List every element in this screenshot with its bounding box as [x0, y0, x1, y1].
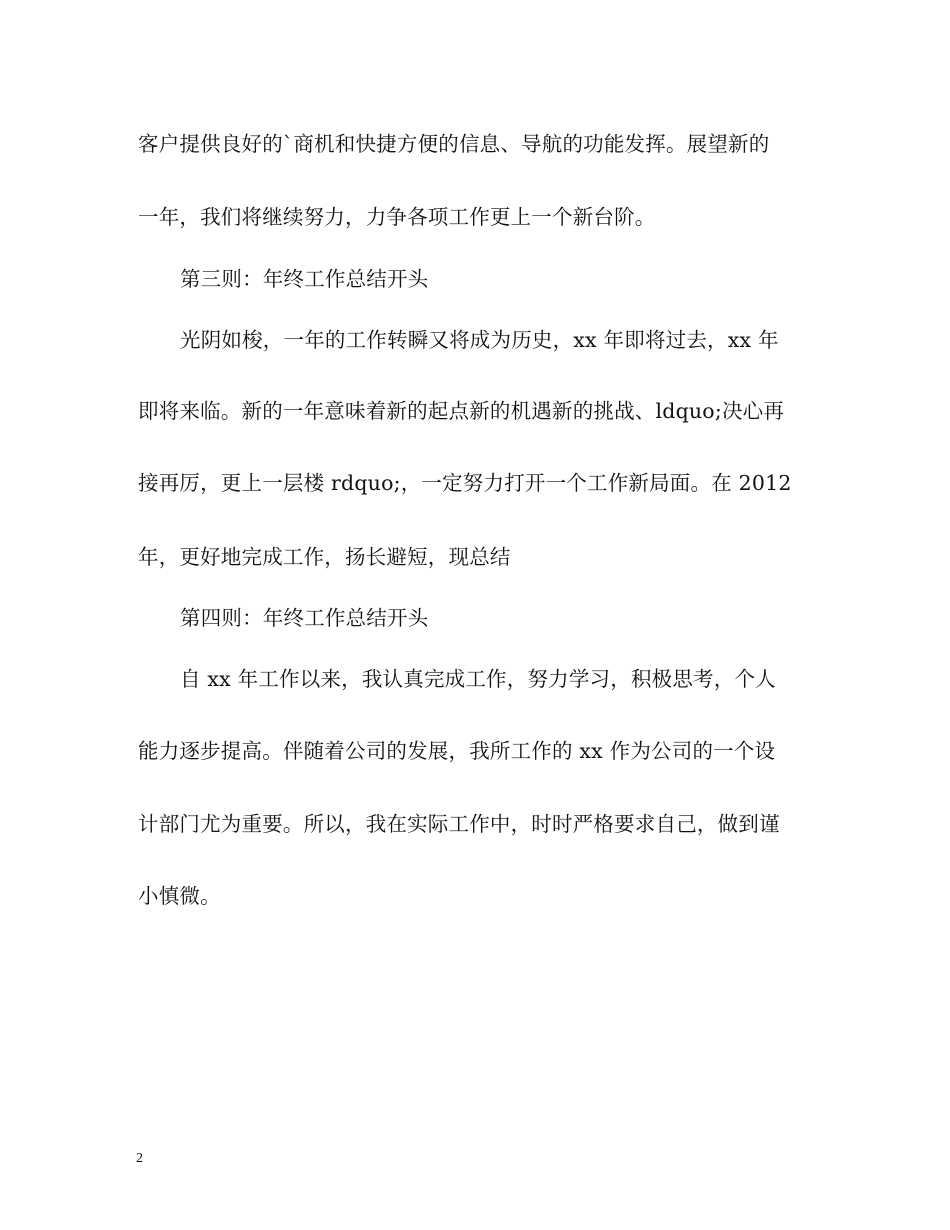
text-line: 即将来临。新的一年意味着新的起点新的机遇新的挑战、ldquo;决心再	[138, 399, 785, 423]
text-line: 一年，我们将继续努力，力争各项工作更上一个新台阶。	[138, 205, 656, 229]
text-line: 年，更好地完成工作，扬长避短，现总结	[138, 545, 511, 569]
section-heading: 第四则：年终工作总结开头	[180, 606, 429, 630]
text-line: 自 xx 年工作以来，我认真完成工作，努力学习，积极思考，个人	[180, 667, 776, 691]
section-heading: 第三则：年终工作总结开头	[180, 267, 429, 291]
page-number: 2	[136, 1151, 143, 1166]
text-line: 小慎微。	[138, 884, 221, 908]
text-line: 能力逐步提高。伴随着公司的发展，我所工作的 xx 作为公司的一个设	[138, 739, 776, 763]
text-line: 客户提供良好的`商机和快捷方便的信息、导航的功能发挥。展望新的	[138, 132, 770, 156]
text-line: 光阴如梭，一年的工作转瞬又将成为历史，xx 年即将过去，xx 年	[180, 328, 779, 352]
text-line: 计部门尤为重要。所以，我在实际工作中，时时严格要求自己，做到谨	[138, 812, 780, 836]
text-line: 接再厉，更上一层楼 rdquo;，一定努力打开一个工作新局面。在 2012	[138, 471, 792, 495]
